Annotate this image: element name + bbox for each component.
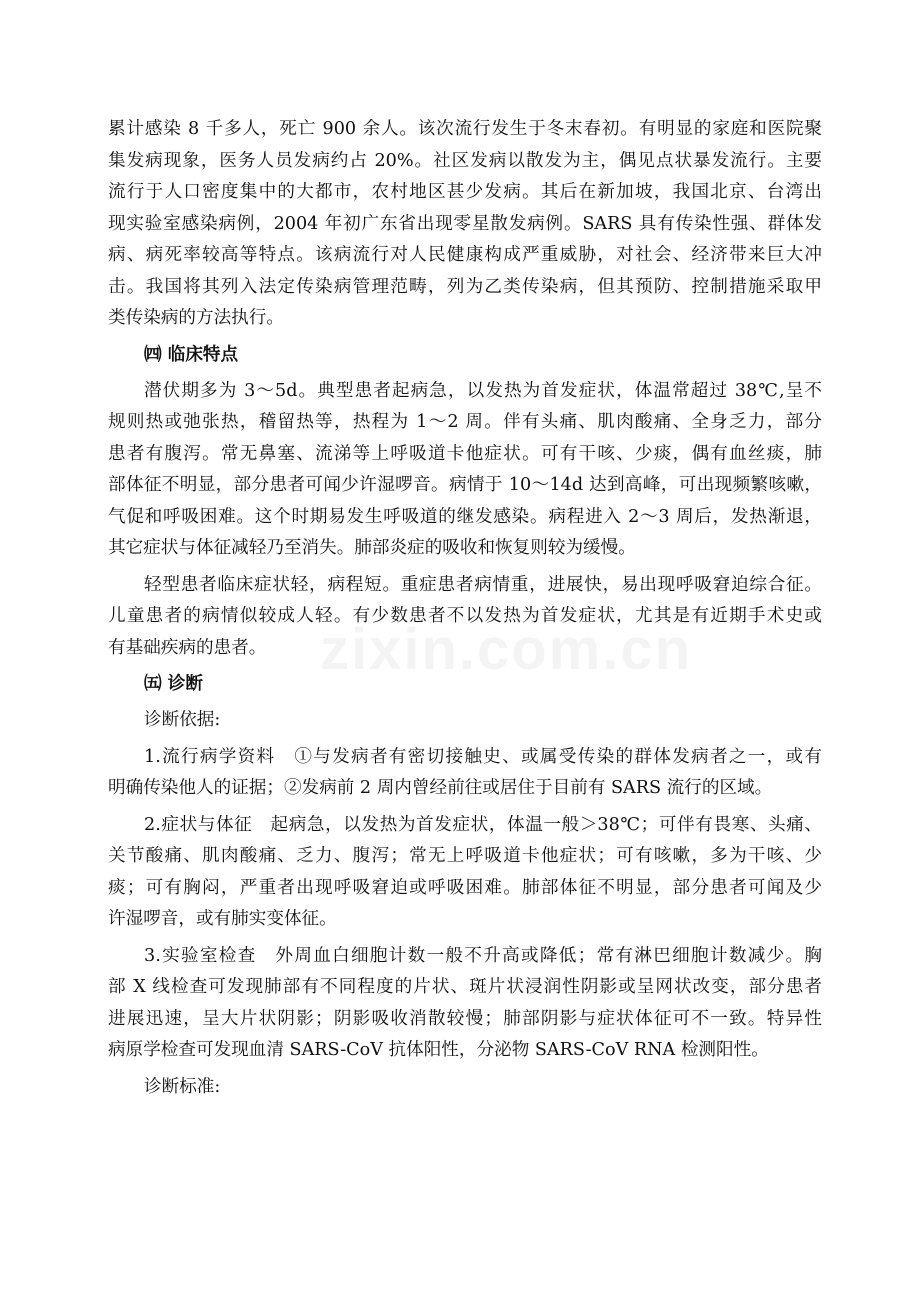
text-line: 现实验室感染病例，2004 年初广东省出现零星散发病例。SARS 具有传染性强、群体发: [108, 213, 822, 234]
paragraph-epidemiological-data: [108, 742, 822, 805]
text-line: 许湿啰音，或有肺实变体征。: [108, 909, 337, 929]
text-line: 其它症状与体征减轻乃至消失。肺部炎症的吸收和恢复则较为缓慢。: [108, 538, 636, 558]
text-line: 3.实验室检查 外周血白细胞计数一般不升高或降低；常有淋巴细胞计数减少。胸: [144, 945, 822, 966]
text-line: 规则热或弛张热，稽留热等，热程为 1～2 周。伴有头痛、肌肉酸痛、全身乏力，部分: [108, 412, 822, 432]
text-line: 病、病死率较高等特点。该病流行对人民健康构成严重威胁，对社会、经济带来巨大冲: [108, 245, 822, 265]
text-line: 类传染病的方法执行。: [108, 308, 284, 328]
text-line: 部 X 线检查可发现肺部有不同程度的片状、斑片状浸润性阴影或呈网状改变，部分患者: [108, 977, 822, 997]
paragraph-clinical-1: [108, 376, 822, 565]
paragraph-symptoms: [108, 810, 822, 936]
text-line: 诊断标准:: [144, 1076, 221, 1097]
text-line: 关节酸痛、肌肉酸痛、乏力、腹泻；常无上呼吸道卡他症状；可有咳嗽，多为干咳、少: [108, 846, 822, 866]
paragraph-diagnosis-criteria: [108, 1072, 822, 1104]
section-heading-clinical: ㈣ 临床特点: [144, 344, 239, 365]
text-line: 儿童患者的病情似较成人轻。有少数患者不以发热为首发症状，尤其是有近期手术史或: [108, 606, 822, 626]
paragraph-epidemiology: [108, 114, 822, 335]
text-line: 轻型患者临床症状轻，病程短。重症患者病情重，进展快，易出现呼吸窘迫综合征。: [144, 574, 822, 595]
text-line: 痰；可有胸闷，严重者出现呼吸窘迫或呼吸困难。肺部体征不明显，部分患者可闻及少: [108, 877, 822, 898]
paragraph-diagnosis-basis: [108, 705, 822, 737]
text-line: 进展迅速，呈大片状阴影；阴影吸收消散较慢；肺部阴影与症状体征可不一致。特异性: [108, 1008, 822, 1029]
text-line: 累计感染 8 千多人，死亡 900 余人。该次流行发生于冬末春初。有明显的家庭和医院聚: [108, 119, 822, 139]
text-line: 击。我国将其列入法定传染病管理范畴，列为乙类传染病，但其预防、控制措施采取甲: [108, 276, 822, 297]
text-line: 2.症状与体征 起病急，以发热为首发症状，体温一般＞38℃；可伴有畏寒、头痛、: [144, 814, 822, 835]
text-line: 集发病现象，医务人员发病约占 20%。社区发病以散发为主，偶见点状暴发流行。主要: [108, 150, 822, 171]
text-line: 病原学检查可发现血清 SARS-CoV 抗体阳性，分泌物 SARS-CoV RNA 检测阳性。: [108, 1040, 769, 1060]
text-line: 气促和呼吸困难。这个时期易发生呼吸道的继发感染。病程进入 2～3 周后，发热渐退，: [108, 506, 822, 527]
text-line: 患者有腹泻。常无鼻塞、流涕等上呼吸道卡他症状。可有干咳、少痰，偶有血丝痰，肺: [108, 443, 822, 464]
document-page: [108, 114, 822, 1103]
text-line: 潜伏期多为 3～5d。典型患者起病急，以发热为首发症状，体温常超过 38℃,呈不: [144, 380, 822, 401]
text-line: 部体征不明显，部分患者可闻少许湿啰音。病情于 10～14d 达到高峰，可出现频繁咳嗽，: [108, 475, 822, 495]
text-line: 流行于人口密度集中的大都市，农村地区甚少发病。其后在新加坡，我国北京、台湾出: [108, 182, 822, 202]
section-heading-diagnosis: ㈤ 诊断: [144, 674, 203, 694]
text-line: 1.流行病学资料 ①与发病者有密切接触史、或属受传染的群体发病者之一，或有: [144, 746, 822, 767]
text-line: 诊断依据:: [144, 710, 221, 730]
paragraph-clinical-2: [108, 570, 822, 665]
text-line: 明确传染他人的证据；②发病前 2 周内曾经前往或居住于目前有 SARS 流行的区域。: [108, 778, 773, 798]
text-line: 有基础疾病的患者。: [108, 637, 267, 658]
watermark: zixin.com.cn: [320, 617, 693, 682]
paragraph-lab-tests: [108, 941, 822, 1067]
